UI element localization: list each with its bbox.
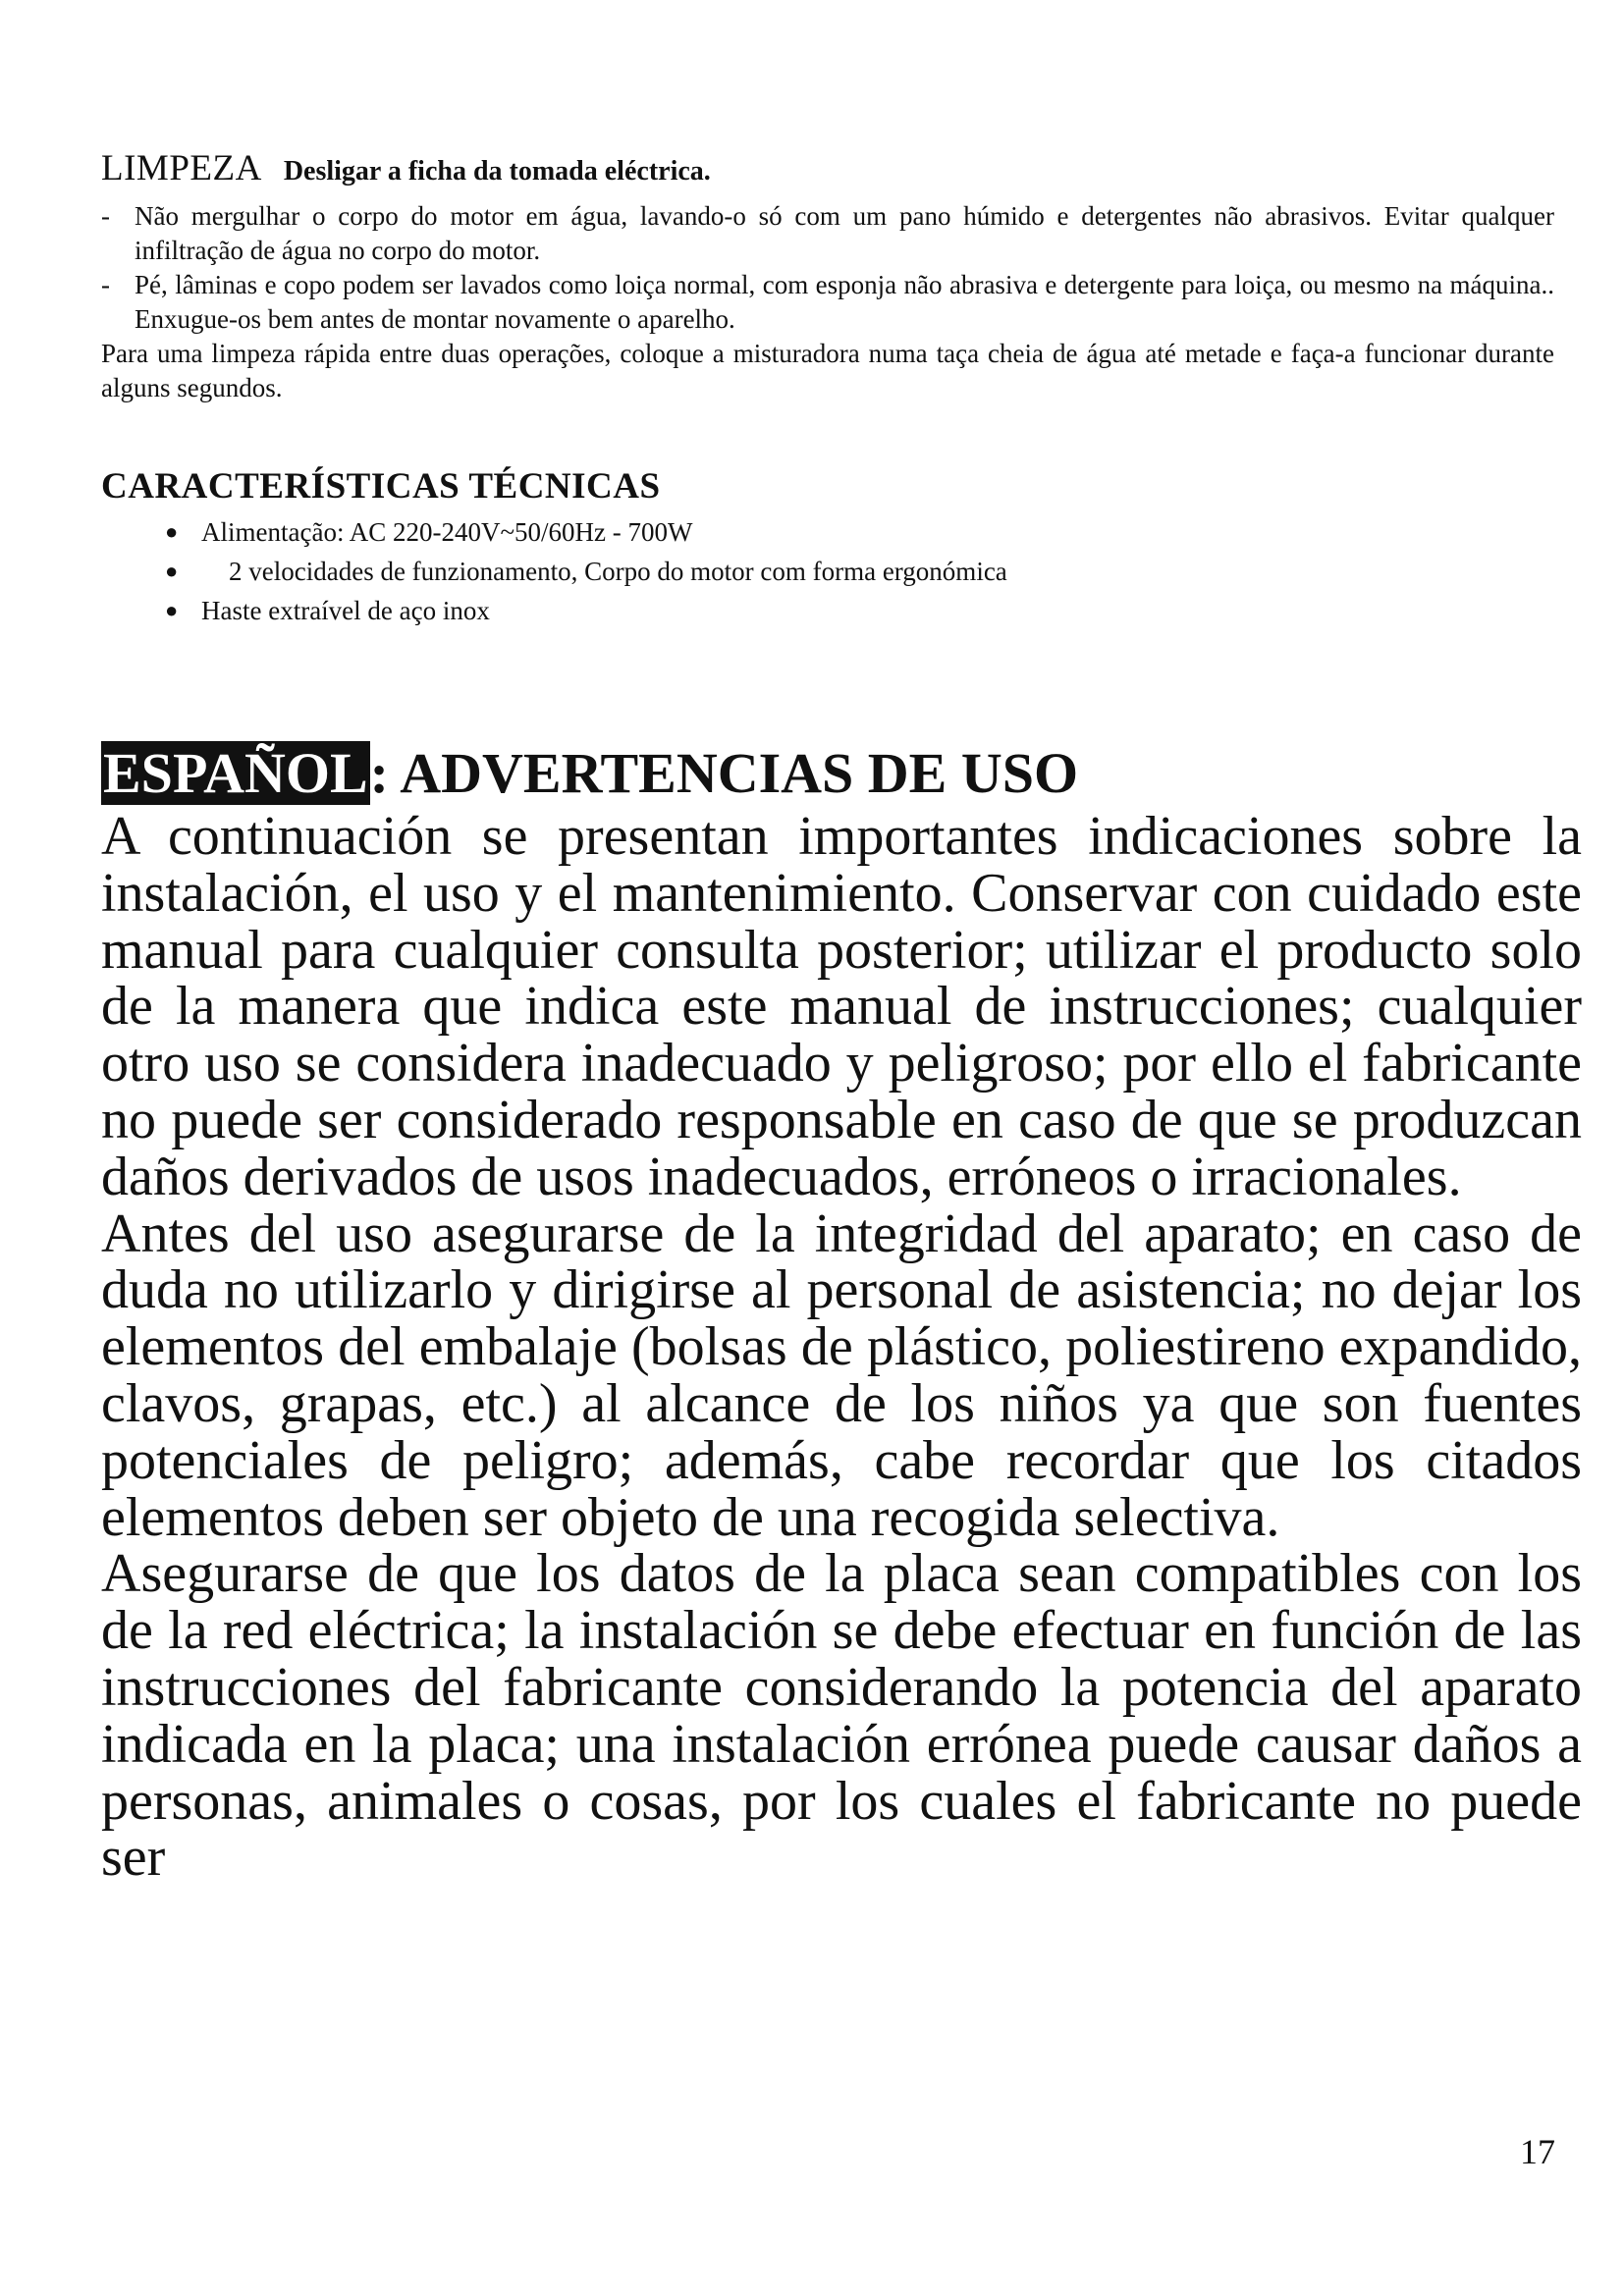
dash-marker: - xyxy=(101,201,110,231)
espanol-heading xyxy=(101,738,1582,809)
spec-item xyxy=(101,591,1476,630)
limpeza-title: LIMPEZA xyxy=(101,148,262,188)
list-item xyxy=(101,199,1554,268)
list-item xyxy=(101,268,1554,337)
list-item-text: Não mergulhar o corpo do motor em água, lavando-o só com um pano húmido e detergentes não abrasivos. Evitar qualquer infiltração de água no corpo do motor. xyxy=(135,201,1554,265)
caracteristicas-section xyxy=(101,461,1476,630)
caracteristicas-title: CARACTERÍSTICAS TÉCNICAS xyxy=(101,466,661,507)
list-item-text: Pé, lâminas e copo podem ser lavados como loiça normal, com esponja não abrasiva e detergente para loiça, ou mesmo na máquina.. Enxugue-os bem antes de montar novamente o aparelho. xyxy=(135,270,1554,334)
spec-list xyxy=(101,512,1476,630)
spec-item xyxy=(101,512,1476,552)
espanol-paragraph-1: A continuación se presentan importantes indicaciones sobre la instalación, el uso y el mantenimiento. Conservar con cuidado este manual para cualquier consulta posterior; utilizar el producto solo de la manera que indica este manual de instrucciones; cualquier otro uso se considera inadecuado y peligroso; por ello el fabricante no puede ser considerado responsable en caso de que se produzcan daños derivados de usos inadecuados, erróneos o irracionales. xyxy=(101,806,1582,1207)
espanol-section xyxy=(101,738,1582,1887)
limpeza-list xyxy=(101,199,1554,337)
spec-item xyxy=(101,552,1476,591)
language-tag: ESPAÑOL xyxy=(103,741,368,805)
espanol-heading-text: : ADVERTENCIAS DE USO xyxy=(369,741,1079,805)
spec-text: Haste extraível de aço inox xyxy=(201,596,490,625)
spec-text: Alimentação: AC 220-240V~50/60Hz - 700W xyxy=(201,517,693,547)
spec-text: 2 velocidades de funzionamento, Corpo do motor com forma ergonómica xyxy=(229,557,1007,586)
page-number: 17 xyxy=(1520,2132,1555,2171)
limpeza-subtitle: Desligar a ficha da tomada eléctrica. xyxy=(283,156,711,187)
limpeza-paragraph: Para uma limpeza rápida entre duas operações, coloque a misturadora numa taça cheia de água até metade e faça-a funcionar durante alguns segundos. xyxy=(101,339,1554,402)
bullet-icon: ● xyxy=(165,598,179,622)
espanol-paragraph-3: Asegurarse de que los datos de la placa sean compatibles con los de la red eléctrica; la instalación se debe efectuar en función de las instrucciones del fabricante considerando la potencia del aparato indicada en la placa; una instalación errónea puede causar daños a personas, animales o cosas, por los cuales el fabricante no puede ser xyxy=(101,1543,1582,1889)
bullet-icon: ● xyxy=(165,559,179,583)
espanol-paragraph-2: Antes del uso asegurarse de la integridad del aparato; en caso de duda no utilizarlo y dirigirse al personal de asistencia; no dejar los elementos del embalaje (bolsas de plástico, poliestireno expandido, clavos, grapas, etc.) al alcance de los niños ya que son fuentes potenciales de peligro; además, cabe recordar que los citados elementos deben ser objeto de una recogida selectiva. xyxy=(101,1202,1582,1548)
dash-marker: - xyxy=(101,270,110,299)
limpeza-section xyxy=(101,147,1554,405)
limpeza-heading xyxy=(101,147,1554,197)
bullet-icon: ● xyxy=(165,519,179,544)
